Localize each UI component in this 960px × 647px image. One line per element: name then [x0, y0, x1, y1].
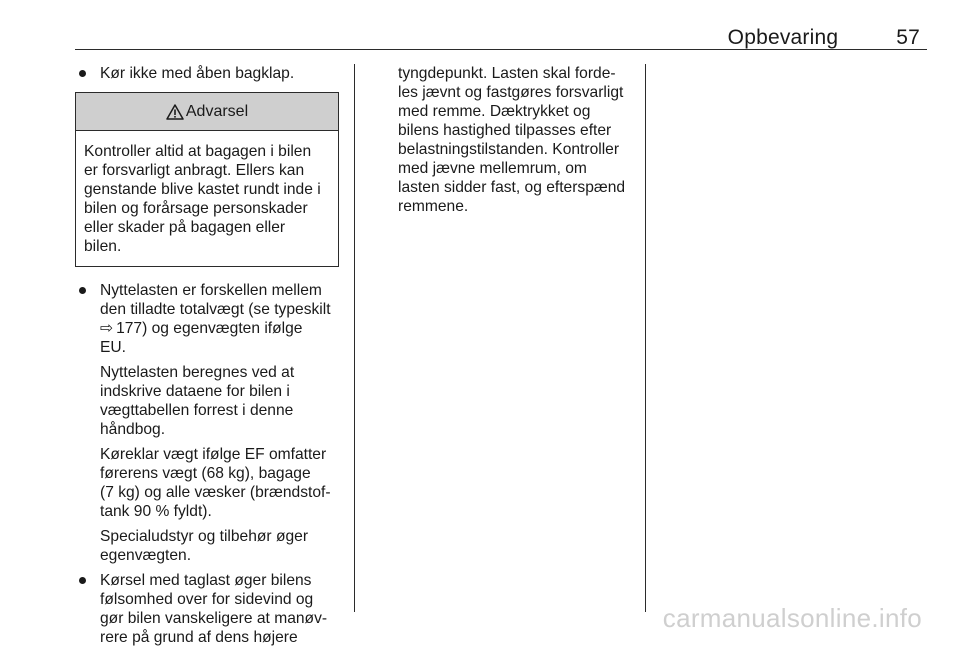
text-line: tyngdepunkt. Lasten skal forde-	[398, 65, 616, 82]
page-header	[728, 26, 920, 50]
text-line: belastningstilstanden. Kontroller	[398, 141, 620, 158]
page-reference-text: 177) og egenvægten ifølge	[116, 320, 303, 337]
text-line: vægttabellen forrest i denne	[100, 402, 294, 419]
text-line: med jævne mellemrum, om	[398, 160, 587, 177]
text-line: førerens vægt (68 kg), bagage	[100, 465, 311, 482]
warning-box	[75, 92, 339, 267]
warning-body	[76, 131, 338, 266]
bullet-item-payload	[75, 281, 343, 565]
text-line: Nyttelasten er forskellen mellem	[100, 282, 322, 299]
bullet-dot-icon	[79, 70, 86, 77]
warning-title: Advarsel	[185, 103, 249, 120]
text-line: tank 90 % fyldt).	[100, 503, 212, 520]
text-line: (7 kg) og alle væsker (brændstof-	[100, 484, 331, 501]
text-line: lasten sidder fast, og efterspænd	[398, 179, 626, 196]
text-line: Specialudstyr og tilbehør øger	[100, 528, 309, 545]
watermark: carmanualsonline.info	[662, 603, 922, 633]
paragraph-accessories	[100, 527, 343, 565]
text-line: Kør ikke med åben bagklap.	[100, 65, 295, 82]
paragraph-curb-weight	[100, 445, 343, 521]
text-line: EU.	[100, 339, 126, 356]
section-title: Opbevaring	[727, 26, 839, 49]
text-line: genstande blive kastet rundt inde i	[84, 181, 321, 198]
text-line: bilens hastighed tilpasses efter	[398, 122, 612, 139]
text-line: Køreklar vægt ifølge EF omfatter	[100, 446, 327, 463]
text-line: indskrive dataene for bilen i	[100, 383, 290, 400]
text-line: remmene.	[398, 198, 469, 215]
warning-triangle-icon	[166, 104, 184, 120]
text-line: egenvægten.	[100, 547, 192, 564]
text-line: Kontroller altid at bagagen i bilen	[84, 143, 312, 160]
bullet-item-open-tailgate	[75, 64, 343, 83]
column-divider-1	[354, 64, 355, 612]
text-line: gør bilen vanskeligere at manøv-	[100, 610, 328, 627]
text-line: Kørsel med taglast øger bilens	[100, 572, 312, 589]
text-line: rere på grund af dens højere	[100, 629, 298, 646]
warning-header	[76, 93, 338, 131]
text-line: er forsvarligt anbragt. Ellers kan	[84, 162, 305, 179]
text-line: les jævnt og fastgøres forsvarligt	[398, 84, 624, 101]
paragraph-payload-calc	[100, 363, 343, 439]
column-divider-2	[645, 64, 646, 612]
page-number: 57	[896, 26, 920, 49]
page-reference-arrow-icon[interactable]: ⇨	[100, 320, 114, 337]
text-line: bilen og forårsage personskader	[84, 200, 308, 217]
middle-column	[398, 64, 638, 216]
text-line: Nyttelasten beregnes ved at	[100, 364, 295, 381]
text-line-with-reference	[100, 319, 343, 338]
text-line: med remme. Dæktrykket og	[398, 103, 591, 120]
text-line: bilen.	[84, 238, 122, 255]
header-rule	[75, 49, 927, 50]
bullet-item-roof-load	[75, 571, 343, 647]
text-line: den tilladte totalvægt (se typeskilt	[100, 301, 331, 318]
bullet-dot-icon	[79, 577, 86, 584]
bullet-dot-icon	[79, 287, 86, 294]
text-line: følsomhed over for sidevind og	[100, 591, 314, 608]
text-line: håndbog.	[100, 421, 166, 438]
left-column	[75, 64, 343, 647]
text-line: eller skader på bagagen eller	[84, 219, 286, 236]
